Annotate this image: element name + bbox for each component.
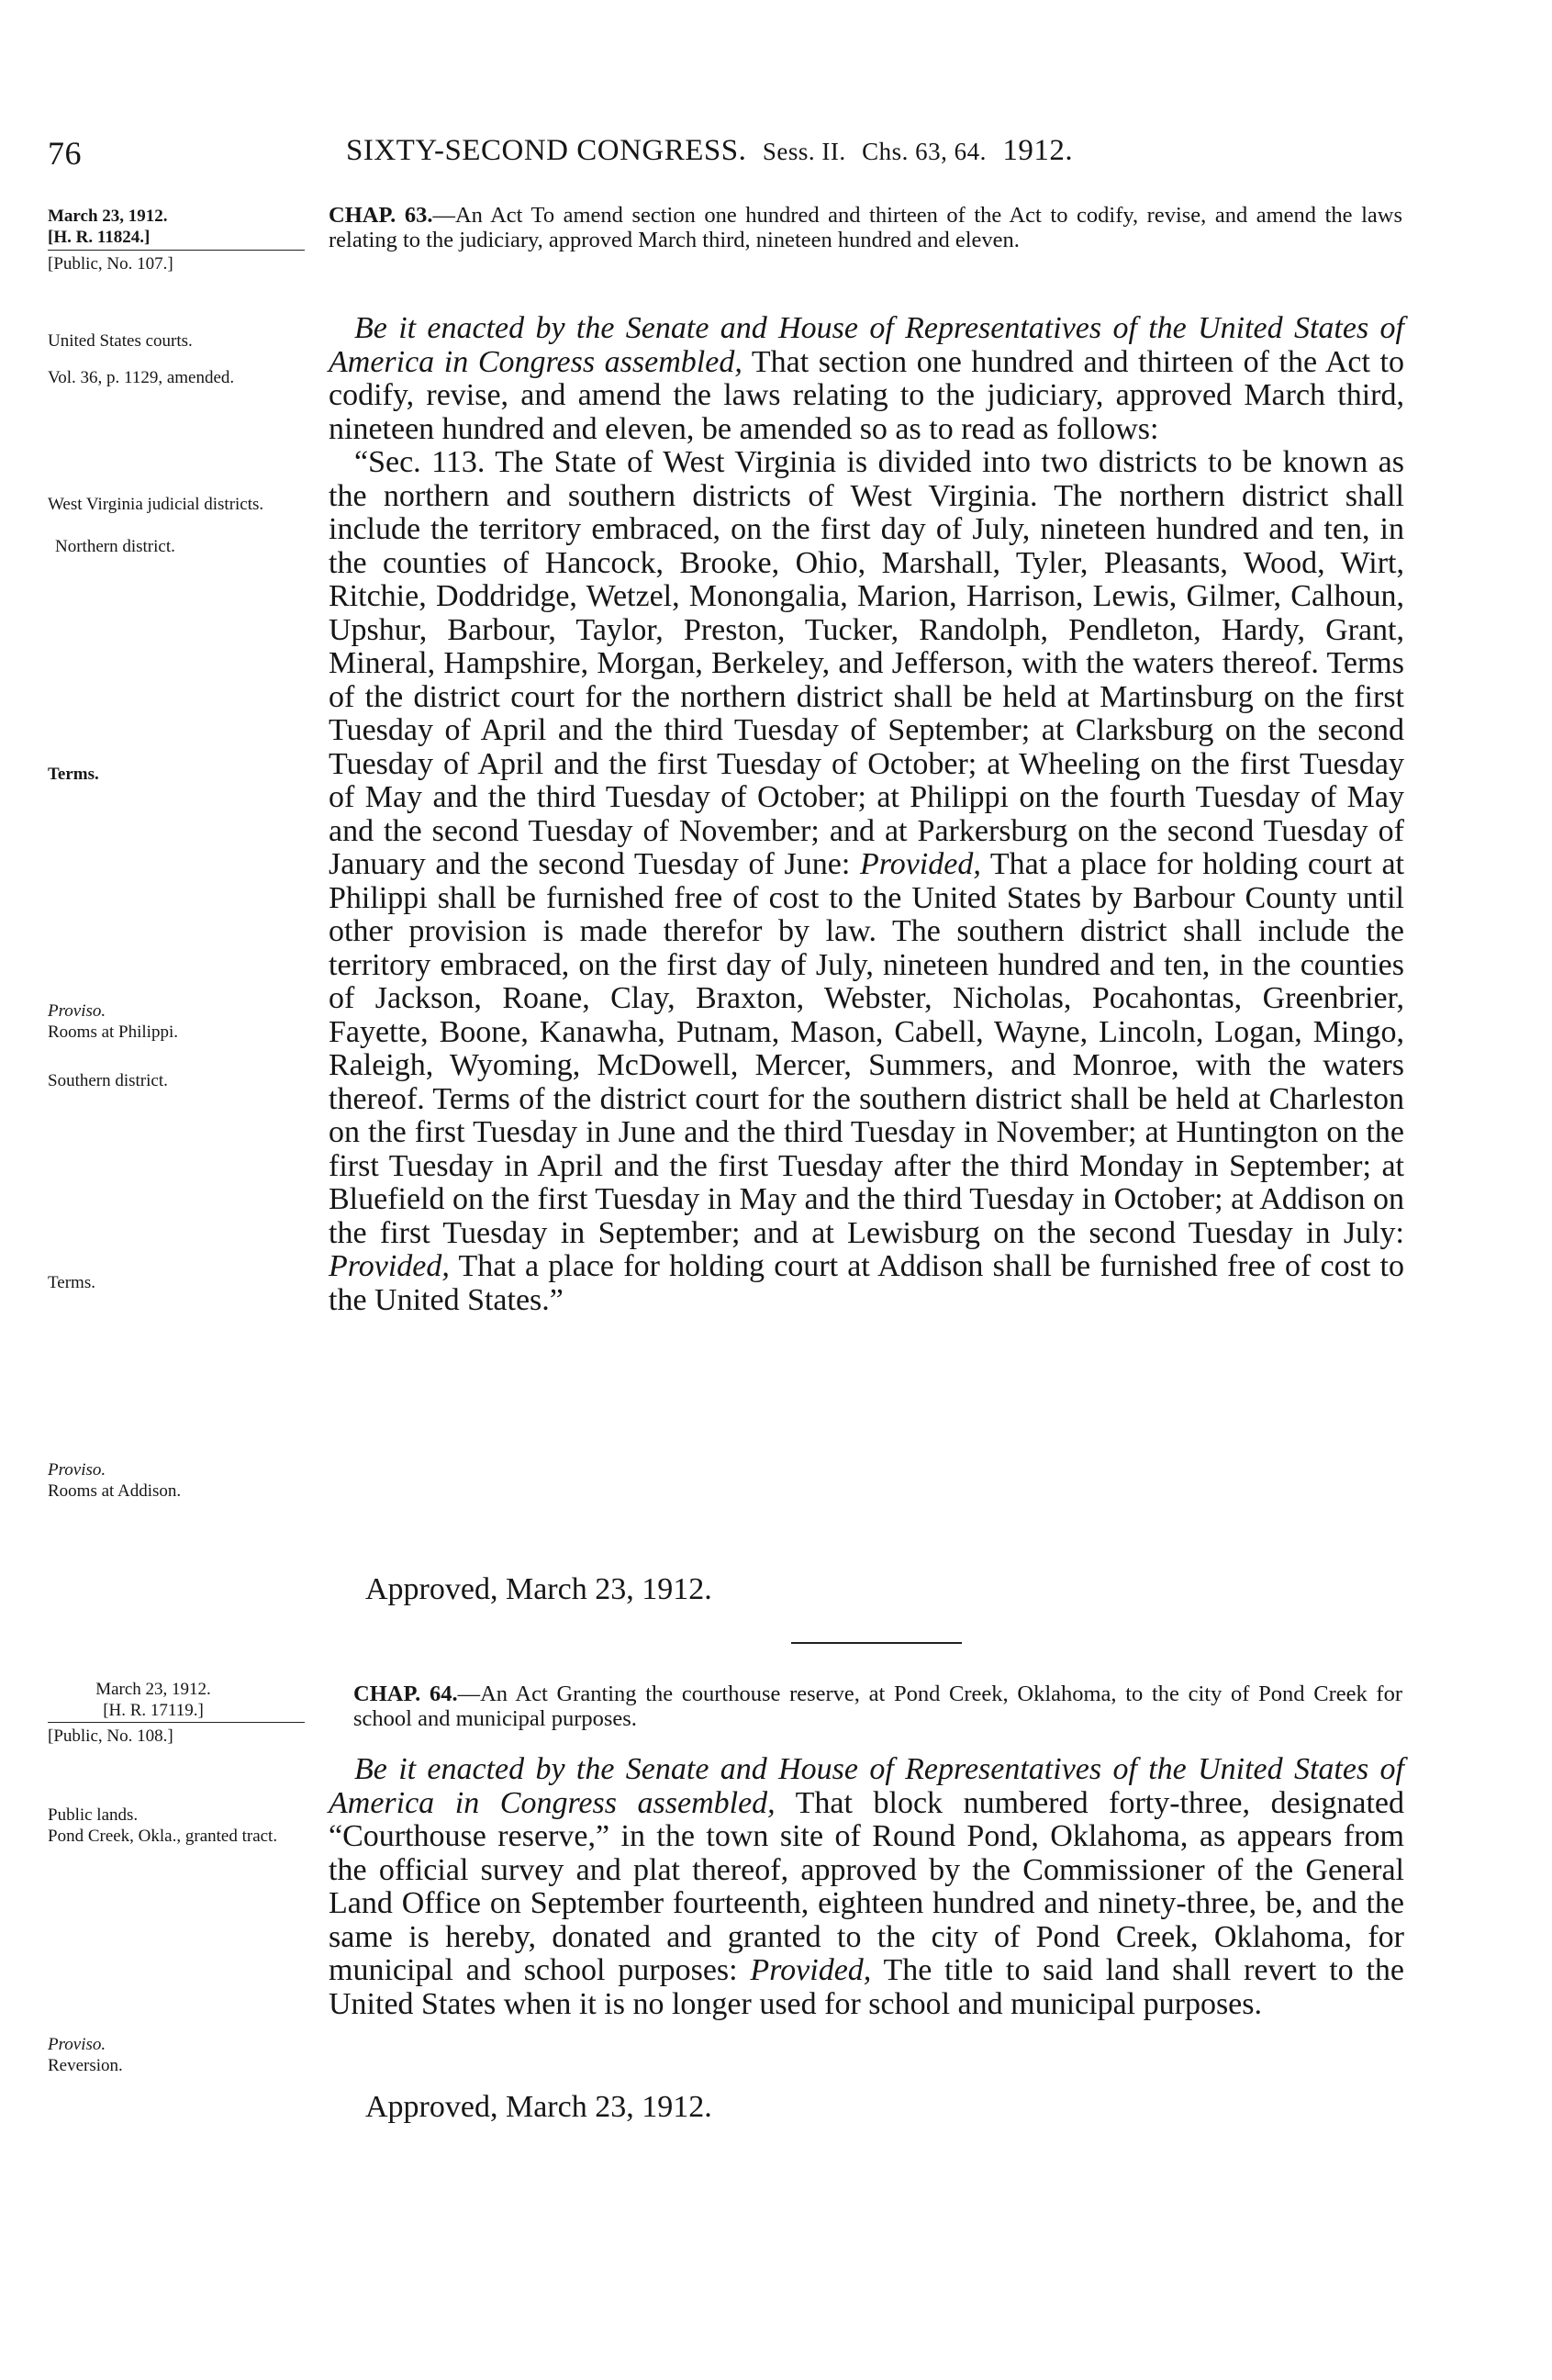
header-year: 1912.	[1002, 134, 1074, 167]
ch64-provided: Provided,	[750, 1953, 872, 1987]
margin-note-proviso-philippi	[48, 1000, 314, 1043]
ch63-enacting-clause	[329, 312, 1404, 446]
margin-proviso-label-3: Proviso.	[48, 2035, 106, 2054]
chapters-label: Chs. 63, 64.	[862, 138, 987, 165]
congress-name: SIXTY-SECOND CONGRESS.	[346, 134, 747, 167]
margin-pond-creek: Pond Creek, Okla., granted tract.	[48, 1827, 278, 1846]
ch63-provided-1: Provided,	[859, 847, 981, 881]
ch63-sec-text-2: That a place for holding court at Philippi shall be furnished free of cost to the United States by Barbour County until other provision is made therefor by law. The southern district shall include the territory embraced, on the first day of July, nineteen hundred and ten, in the counties of Jackson, Roane, Clay, Braxton, Webster, Nicholas, Pocahontas, Greenbrier, Fayette, Boone, Kanawha, Putnam, Mason, Cabell, Wayne, Lincoln, Logan, Mingo, Raleigh, Wyoming, McDowell, Mercer, Summers, and Monroe, with the waters thereof. Terms of the district court for the southern district shall be held at Charleston on the first Tuesday in June and the third Tuesday in November; at Huntington on the first Tuesday in April and the first Tuesday after the third Monday in September; at Bluefield on the first Tuesday in May and the third Tuesday in October; at Addison on the first Tuesday in September; and at Lewisburg on the second Tuesday in July:	[329, 847, 1404, 1250]
ch63-approved: Approved, March 23, 1912.	[365, 1572, 712, 1606]
margin-note-us-courts: United States courts.	[48, 331, 193, 351]
ch63-margin-bill: [H. R. 11824.]	[48, 228, 151, 247]
ch64-margin-bill: [H. R. 17119.]	[103, 1701, 204, 1720]
session-label: Sess. II.	[762, 138, 846, 165]
margin-rooms-philippi: Rooms at Philippi.	[48, 1022, 178, 1042]
ch64-approved: Approved, March 23, 1912.	[365, 2090, 712, 2124]
margin-note-proviso-reversion	[48, 2034, 314, 2076]
margin-note-northern-district: Northern district.	[55, 537, 175, 556]
ch64-margin-public: [Public, No. 108.]	[48, 1722, 305, 1747]
margin-proviso-label-1: Proviso.	[48, 1001, 106, 1021]
ch63-enacting-italic: Be it enacted by the Senate and House of Representatives of the United States of America in Congress assembled,	[329, 311, 1404, 379]
ch64-margin-date: March 23, 1912.	[95, 1680, 211, 1699]
ch63-section-113	[329, 446, 1404, 1317]
ch63-sec-text-1: “Sec. 113. The State of West Virginia is divided into two districts to be known as the northern and southern districts of West Virginia. The northern district shall include the territory embraced, on the first day of July, nineteen hundred and ten, in the counties of Hancock, Brooke, Ohio, Marshall, Tyler, Pleasants, Wood, Wirt, Ritchie, Doddridge, Wetzel, Monongalia, Marion, Harrison, Lewis, Gilmer, Calhoun, Upshur, Barbour, Taylor, Preston, Tucker, Randolph, Pendleton, Hardy, Grant, Mineral, Hampshire, Morgan, Berkeley, and Jefferson, with the waters thereof. Terms of the district court for the northern district shall be held at Martinsburg on the first Tuesday of April and the third Tuesday of September; at Clarksburg on the second Tuesday of April and the first Tuesday of October; at Wheeling on the first Tuesday of May and the third Tuesday of October; at Philippi on the fourth Tuesday of May and the second Tuesday of November; and at Parkersburg on the second Tuesday of January and the second Tuesday of June:	[329, 445, 1404, 881]
margin-public-lands: Public lands.	[48, 1805, 139, 1825]
margin-proviso-label-2: Proviso.	[48, 1460, 106, 1480]
ch64-margin-date-bill	[48, 1679, 259, 1721]
margin-note-terms-southern: Terms.	[48, 1273, 95, 1292]
ch64-body	[329, 1753, 1404, 2021]
ch63-title	[329, 203, 1402, 252]
margin-note-southern-district: Southern district.	[48, 1071, 168, 1090]
ch63-title-text: —An Act To amend section one hundred and thirteen of the Act to codify, revise, and amend the laws relating to the judiciary, approved March third, nineteen hundred and eleven.	[329, 203, 1402, 252]
ch64-chap-number: CHAP. 64.	[353, 1682, 458, 1706]
margin-note-wv-districts: West Virginia judicial districts.	[48, 495, 264, 514]
ch63-chap-number: CHAP. 63.	[329, 203, 433, 228]
ch63-provided-2: Provided,	[329, 1249, 450, 1283]
ch63-enacting-rest: That section one hundred and thirteen of the Act to codify, revise, and amend the laws relating to the judiciary, approved March third, nineteen hundred and eleven, be amended so as to read as follows:	[329, 344, 1404, 446]
ch64-text-2: The title to said land shall revert to the United States when it is no longer used for school and municipal purposes.	[329, 1953, 1404, 2021]
margin-note-terms-northern: Terms.	[48, 765, 99, 784]
running-title	[346, 134, 1073, 168]
margin-note-proviso-addison	[48, 1459, 314, 1502]
margin-rooms-addison: Rooms at Addison.	[48, 1481, 182, 1501]
margin-reversion: Reversion.	[48, 2056, 123, 2075]
chapter-divider	[791, 1642, 962, 1644]
page-number: 76	[48, 135, 82, 172]
ch64-enacting-clause	[329, 1753, 1404, 2021]
ch64-enacting-italic: Be it enacted by the Senate and House of Representatives of the United States of America in Congress assembled,	[329, 1752, 1404, 1820]
margin-note-public-lands	[48, 1805, 309, 1847]
ch63-margin-date-bill	[48, 206, 314, 248]
running-header	[48, 134, 1388, 180]
ch63-margin-public: [Public, No. 107.]	[48, 250, 305, 274]
ch63-body	[329, 312, 1404, 1317]
ch64-title	[353, 1682, 1402, 1731]
margin-note-vol-amended: Vol. 36, p. 1129, amended.	[48, 368, 235, 387]
ch64-title-text: —An Act Granting the courthouse reserve, at Pond Creek, Oklahoma, to the city of Pond Creek for school and municipal purposes.	[353, 1682, 1402, 1731]
ch63-margin-date: March 23, 1912.	[48, 207, 168, 226]
ch63-sec-text-3: That a place for holding court at Addison shall be furnished free of cost to the United States.”	[329, 1249, 1404, 1317]
ch64-text-1: That block numbered forty-three, designated “Courthouse reserve,” in the town site of Round Pond, Oklahoma, as appears from the official survey and plat thereof, approved by the Commissioner of the General Land Office on September fourteenth, eighteen hundred and ninety-three, be, and the same is hereby, donated and granted to the city of Pond Creek, Oklahoma, for municipal and school purposes:	[329, 1785, 1404, 1987]
